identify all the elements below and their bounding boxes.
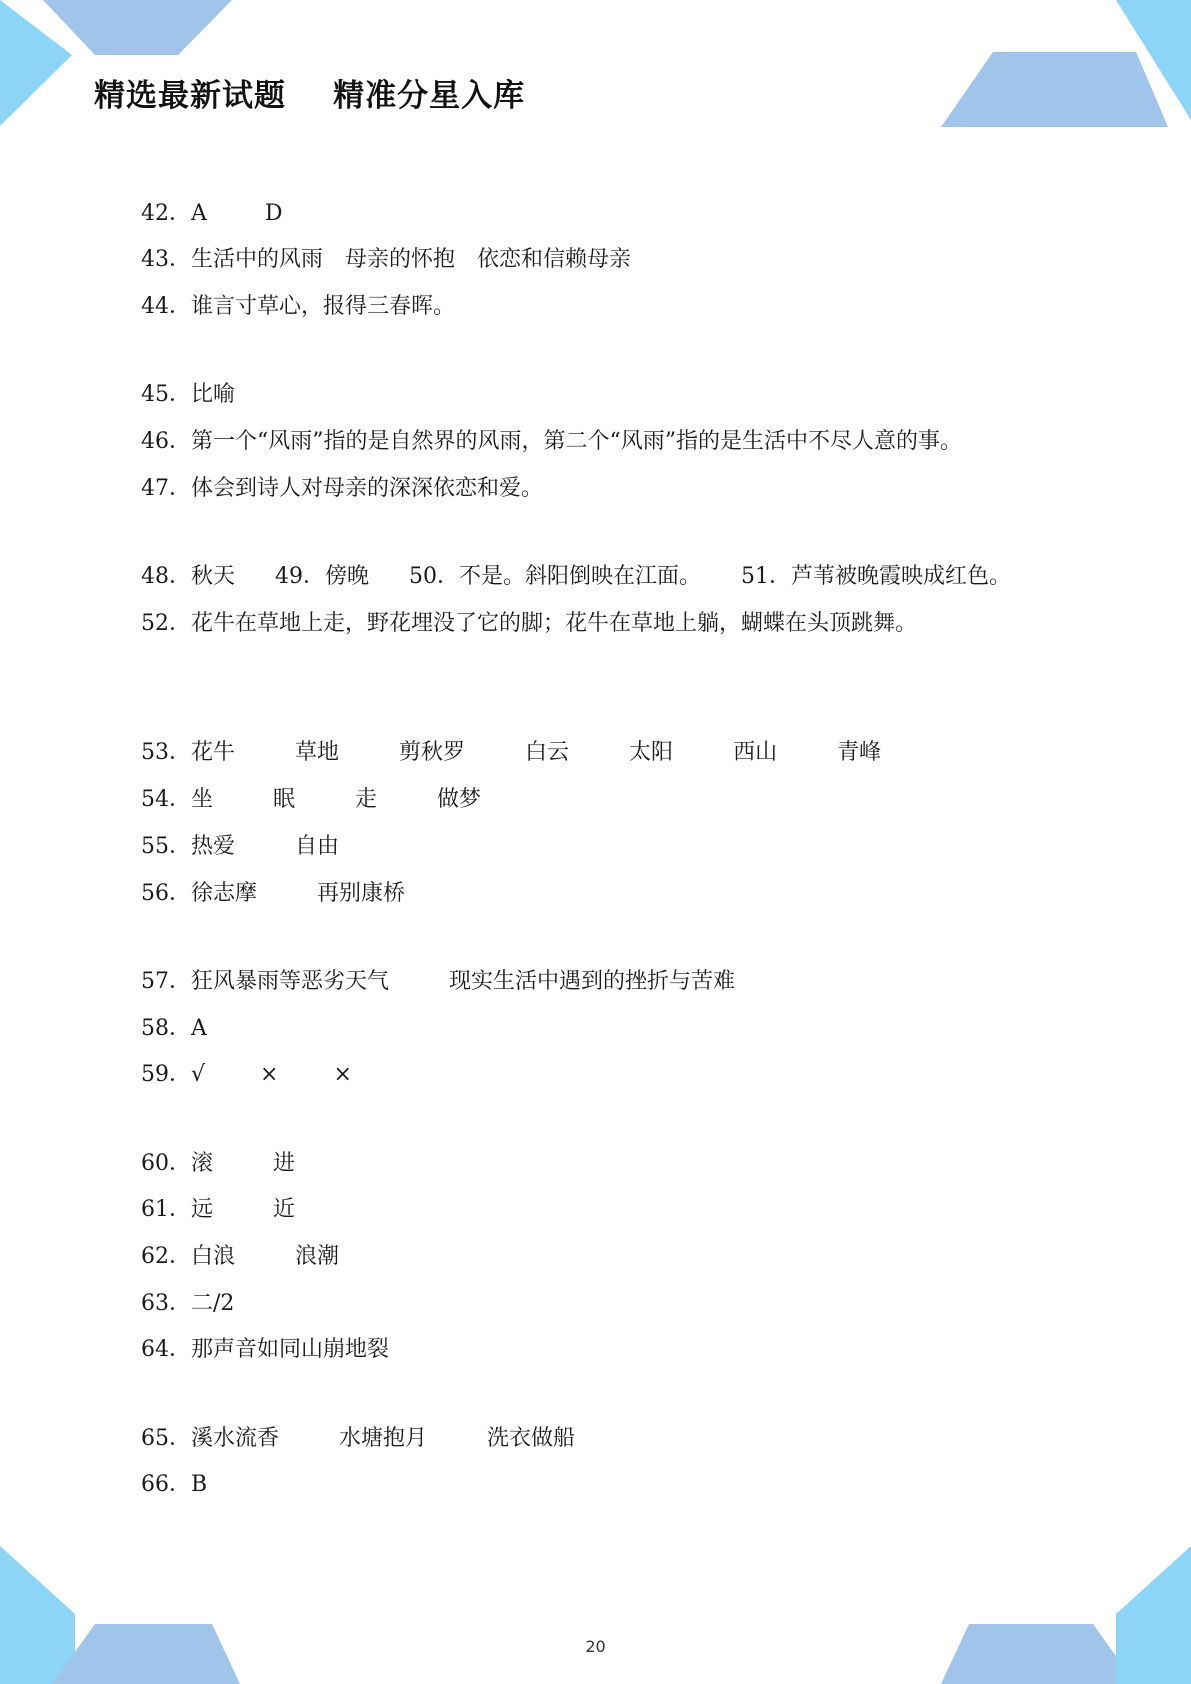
answer-line-47 <box>113 447 543 531</box>
answer-part: 洗衣做船 <box>487 1426 576 1451</box>
answer-number: 63． <box>140 1291 191 1316</box>
answer-part: 那声音如同山崩地裂 <box>190 1337 389 1362</box>
answer-part: 眠 <box>273 787 296 812</box>
answer-part: 花牛 <box>190 740 235 765</box>
answer-line-44 <box>113 265 455 349</box>
answer-part: 远 <box>190 1197 213 1222</box>
answer-number: 58． <box>140 1016 191 1041</box>
answer-part: 现实生活中遇到的挫折与苦难 <box>449 969 736 994</box>
answer-number: 66． <box>140 1472 191 1497</box>
answer-part: 太阳 <box>629 740 674 765</box>
answer-number: 44． <box>140 294 191 319</box>
answer-number: 57． <box>140 969 191 994</box>
answer-part: × <box>333 1062 352 1087</box>
answer-part: D <box>264 201 283 226</box>
answer-number: 52． <box>140 611 191 636</box>
answer-part: 做梦 <box>437 787 482 812</box>
answer-line-66 <box>113 1443 207 1527</box>
answer-line-59 <box>113 1033 352 1117</box>
answer-part: × <box>260 1062 279 1087</box>
answer-line-64 <box>113 1308 389 1392</box>
answer-part: 第一个“风雨”指的是自然界的风雨，第二个“风雨”指的是生活中不尽人意的事。 <box>190 429 962 454</box>
answer-part: 剪秋罗 <box>399 740 466 765</box>
answer-number: 59． <box>140 1062 191 1087</box>
answer-part: 再别康桥 <box>317 881 406 906</box>
answer-part: 白浪 <box>190 1244 235 1269</box>
answer-part: √ <box>190 1062 206 1087</box>
answer-number: 54． <box>140 787 191 812</box>
answer-number: 64． <box>140 1337 191 1362</box>
answer-part: 49．傍晚 <box>275 564 369 589</box>
answer-part: B <box>190 1472 208 1497</box>
answer-part: A <box>190 1016 207 1041</box>
answer-part: 溪水流香 <box>190 1426 279 1451</box>
answer-part: 热爱 <box>190 834 235 859</box>
answer-number: 62． <box>140 1244 191 1269</box>
answer-part: 白云 <box>525 740 570 765</box>
answer-part: 秋天 <box>190 564 235 589</box>
answer-line-52 <box>113 582 917 666</box>
answer-number: 53． <box>140 740 191 765</box>
answer-number: 61． <box>140 1197 191 1222</box>
answer-part: 青峰 <box>837 740 882 765</box>
answer-part: 狂风暴雨等恶劣天气 <box>190 969 389 994</box>
answer-part: 水塘抱月 <box>339 1426 428 1451</box>
answer-part: 母亲的怀抱 <box>345 247 456 272</box>
answer-number: 47． <box>140 476 191 501</box>
answer-number: 56． <box>140 881 191 906</box>
answer-part: 谁言寸草心，报得三春晖。 <box>190 294 455 319</box>
answer-part: 花牛在草地上走，野花埋没了它的脚；花牛在草地上躺，蝴蝶在头顶跳舞。 <box>190 611 917 636</box>
answer-part: 走 <box>355 787 378 812</box>
answer-part: 依恋和信赖母亲 <box>477 247 632 272</box>
answer-number: 43． <box>140 247 191 272</box>
answer-part: 二/2 <box>190 1291 235 1316</box>
answer-part: 51．芦苇被晚霞映成红色。 <box>741 564 1011 589</box>
answer-number: 46． <box>140 429 191 454</box>
answer-line-56 <box>113 852 405 936</box>
answer-part: 自由 <box>295 834 340 859</box>
answer-number: 60． <box>140 1151 191 1176</box>
answer-number: 65． <box>140 1426 191 1451</box>
answer-part: 草地 <box>295 740 340 765</box>
answer-part: 生活中的风雨 <box>190 247 323 272</box>
answer-part: 徐志摩 <box>190 881 257 906</box>
header-title: 精选最新试题 精准分星入库 <box>94 78 526 114</box>
answer-part: 坐 <box>190 787 213 812</box>
answer-part: 体会到诗人对母亲的深深依恋和爱。 <box>190 476 543 501</box>
answer-number: 48． <box>140 564 191 589</box>
answer-number: 55． <box>140 834 191 859</box>
answer-number: 42． <box>140 201 191 226</box>
answer-part: 西山 <box>733 740 778 765</box>
answer-part: 滚 <box>190 1151 213 1176</box>
answer-part: 浪潮 <box>295 1244 340 1269</box>
answer-part: A <box>190 201 207 226</box>
answer-part: 进 <box>273 1151 296 1176</box>
answer-part: 50．不是。斜阳倒映在江面。 <box>409 564 701 589</box>
answer-part: 比喻 <box>190 382 235 407</box>
answer-number: 45． <box>140 382 191 407</box>
answer-part: 近 <box>273 1197 296 1222</box>
page-number: 20 <box>585 1637 606 1656</box>
